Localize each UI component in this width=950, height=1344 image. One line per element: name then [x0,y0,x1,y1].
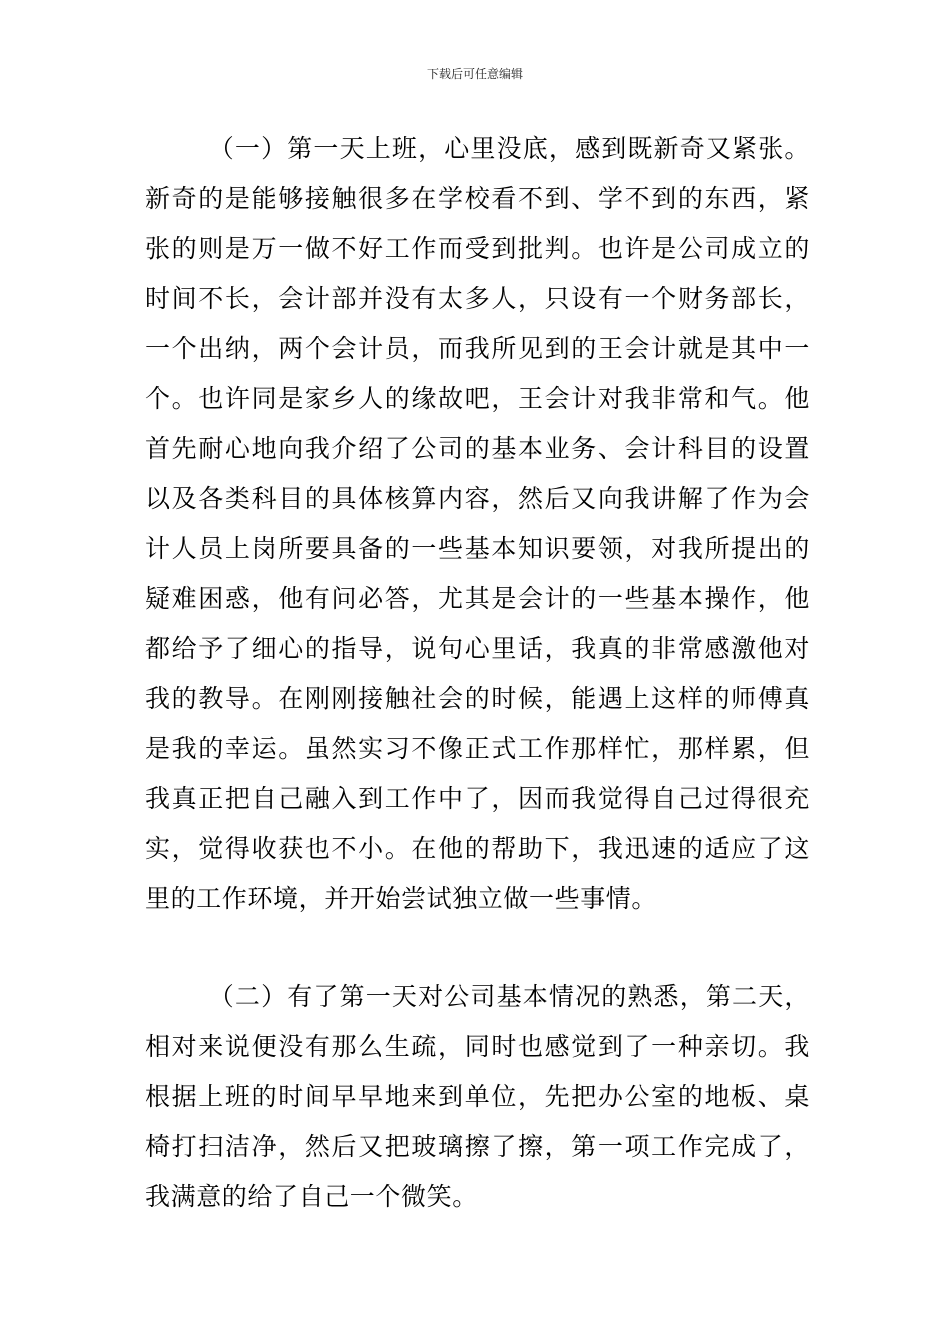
paragraph-2: （二）有了第一天对公司基本情况的熟悉，第二天，相对来说便没有那么生疏，同时也感觉到了一种亲切。我根据上班的时间早早地来到单位，先把办公室的地板、桌椅打扫洁净，然后又把玻璃擦了擦，第一项工作完成了，我满意的给了自己一个微笑。 [145,982,810,1211]
paragraph-block-2 [145,972,810,1222]
paragraph-block-1 [145,124,810,924]
header-note: 下载后可任意编辑 [426,67,523,81]
paragraph-1: （一）第一天上班，心里没底，感到既新奇又紧张。新奇的是能够接触很多在学校看不到、学不到的东西，紧张的则是万一做不好工作而受到批判。也许是公司成立的时间不长，会计部并没有太多人，只设有一个财务部长，一个出纳，两个会计员，而我所见到的王会计就是其中一个。也许同是家乡人的缘故吧，王会计对我非常和气。他首先耐心地向我介绍了公司的基本业务、会计科目的设置以及各类科目的具体核算内容，然后又向我讲解了作为会计人员上岗所要具备的一些基本知识要领，对我所提出的疑难困惑，他有问必答，尤其是会计的一些基本操作，他都给予了细心的指导，说句心里话，我真的非常感激他对我的教导。在刚刚接触社会的时候，能遇上这样的师傅真是我的幸运。虽然实习不像正式工作那样忙，那样累，但我真正把自己融入到工作中了，因而我觉得自己过得很充实，觉得收获也不小。在他的帮助下，我迅速的适应了这里的工作环境，并开始尝试独立做一些事情。 [145,134,810,913]
